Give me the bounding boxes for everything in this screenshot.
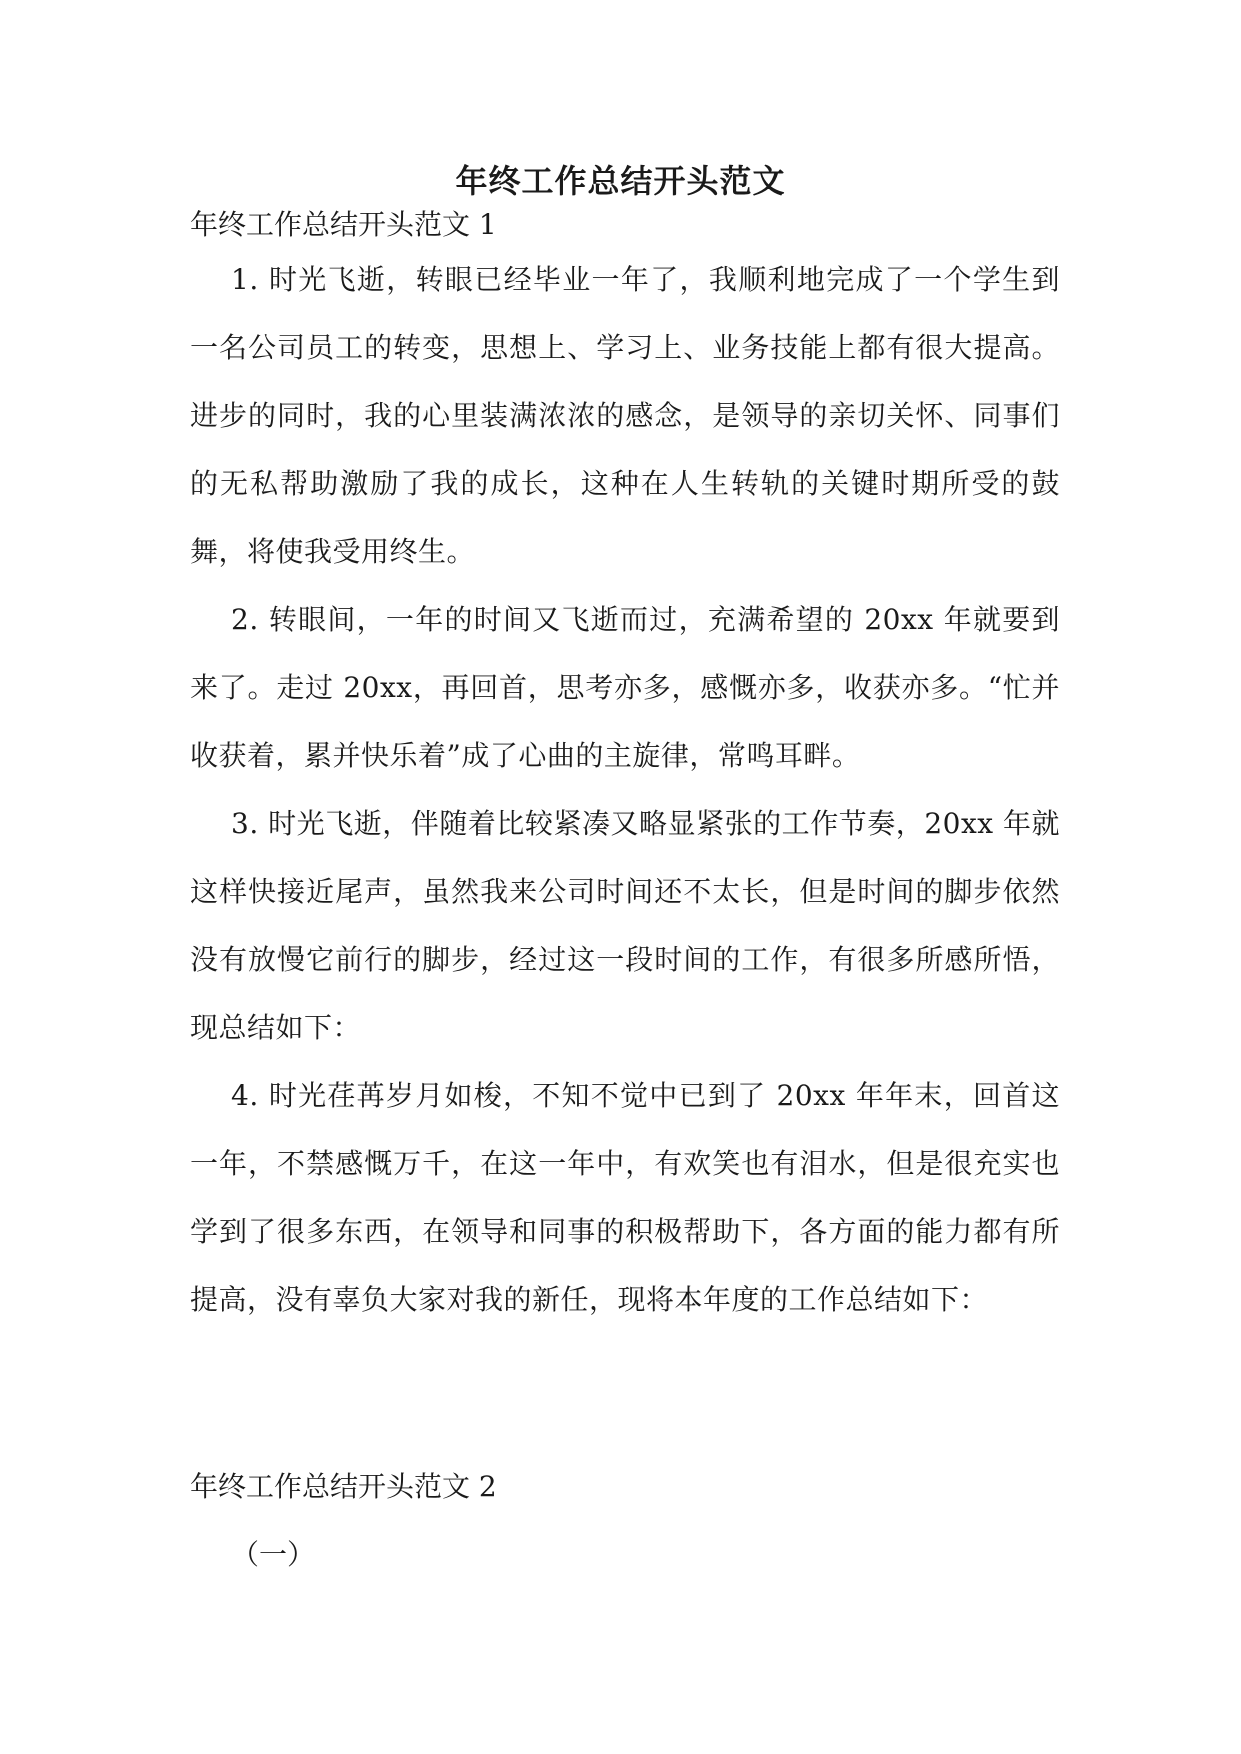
paragraph-3: 3. 时光飞逝，伴随着比较紧凑又略显紧张的工作节奏，20xx 年就这样快接近尾声，虽然我来公司时间还不太长，但是时间的脚步依然没有放慢它前行的脚步，经过这一段时间的工作，有很多所感所悟，现总结如下： (190, 807, 1060, 1044)
section-2-heading: 年终工作总结开头范文 2 (190, 1470, 497, 1503)
paragraph-1: 1. 时光飞逝，转眼已经毕业一年了，我顺利地完成了一个学生到一名公司员工的转变，思想上、学习上、业务技能上都有很大提高。进步的同时，我的心里装满浓浓的感念，是领导的亲切关怀、同事们的无私帮助激励了我的成长，这种在人生转轨的关键时期所受的鼓舞，将使我受用终生。 (190, 263, 1060, 568)
document-title: 年终工作总结开头范文 (455, 162, 786, 200)
paragraph-4: 4. 时光荏苒岁月如梭，不知不觉中已到了 20xx 年年末，回首这一年，不禁感慨万千，在这一年中，有欢笑也有泪水，但是很充实也学到了很多东西，在领导和同事的积极帮助下，各方面的能力都有所提高，没有辜负大家对我的新任，现将本年度的工作总结如下： (190, 1079, 1060, 1316)
section-2-sub-item: （一） (231, 1538, 316, 1571)
paragraph-2: 2. 转眼间，一年的时间又飞逝而过，充满希望的 20xx 年就要到来了。走过 20xx，再回首，思考亦多，感慨亦多，收获亦多。“忙并收获着，累并快乐着”成了心曲的主旋律，常鸣耳畔。 (190, 603, 1060, 772)
section-1-heading: 年终工作总结开头范文 1 (190, 208, 497, 241)
